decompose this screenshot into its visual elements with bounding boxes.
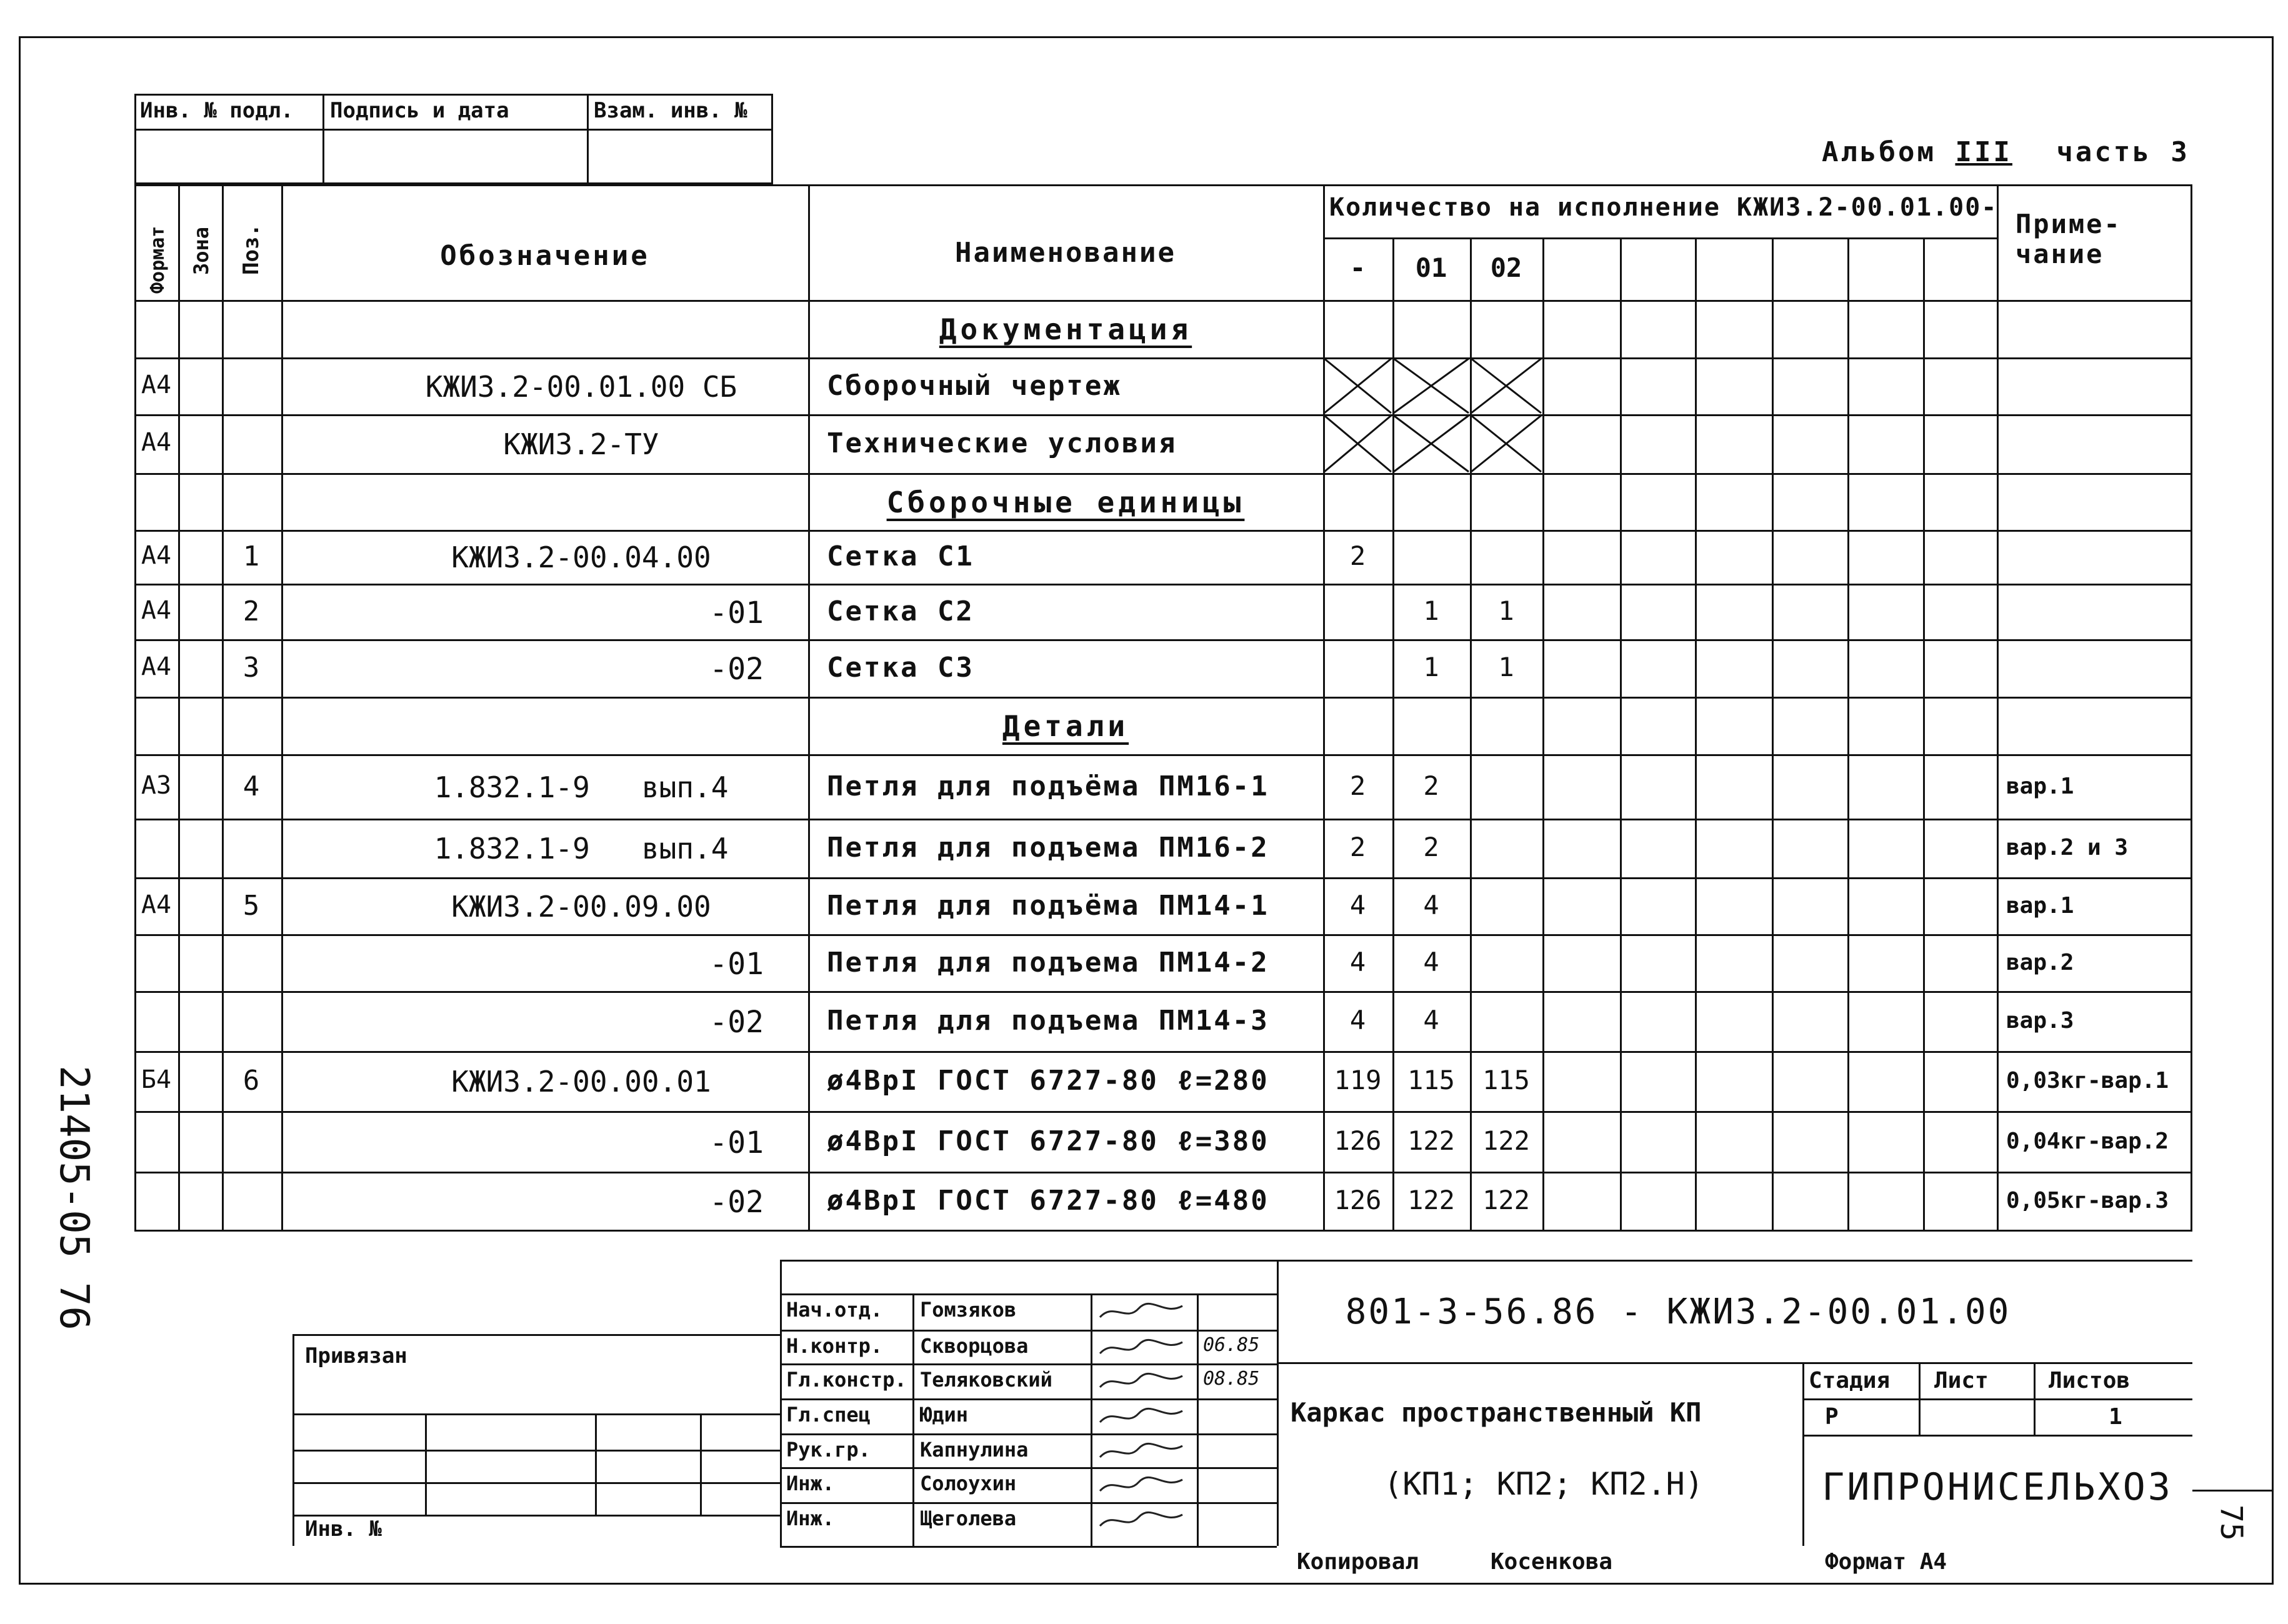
section-heading: Сборочные единицы: [886, 485, 1245, 519]
row-qty-0: 2: [1349, 832, 1366, 862]
stage-value: Р: [1825, 1404, 1839, 1430]
row-position: 3: [242, 652, 260, 684]
row-name: Петля для подъема ПМ14-2: [827, 946, 1269, 979]
row-designation: КЖИ3.2-00.09.00: [451, 889, 711, 924]
row-qty-2: 1: [1498, 595, 1514, 626]
row-qty-0: 4: [1349, 889, 1366, 920]
signer-role: Инж.: [786, 1507, 835, 1530]
col-designation-header: Обозначение: [440, 240, 650, 272]
signer-name: Гомзяков: [920, 1298, 1017, 1322]
row-qty-2: 122: [1482, 1184, 1530, 1215]
sheets-label: Листов: [2049, 1368, 2131, 1393]
row-designation: -01: [709, 595, 764, 630]
qty-col-header-2: 02: [1490, 252, 1522, 283]
signer-name: Скворцова: [920, 1334, 1029, 1358]
row-qty-0: 2: [1349, 541, 1366, 571]
handwritten-signature: [1095, 1402, 1189, 1430]
row-name: Сетка С1: [827, 541, 974, 572]
row-qty-1: 122: [1407, 1184, 1455, 1215]
row-note: вар.2 и 3: [2006, 835, 2129, 860]
row-designation: -01: [709, 946, 764, 982]
row-position: 6: [242, 1065, 260, 1097]
row-format: А4: [141, 595, 172, 625]
row-qty-0: 2: [1349, 770, 1366, 801]
row-note: вар.1: [2006, 773, 2074, 799]
row-qty-1: 1: [1423, 595, 1439, 626]
row-format: А4: [141, 890, 172, 919]
row-qty-2: 122: [1482, 1125, 1530, 1156]
row-designation: -02: [709, 652, 764, 687]
col-pos-header: Поз.: [239, 224, 264, 275]
col-note-header-1: Приме-: [2016, 209, 2122, 239]
qty-col-header-1: 01: [1415, 252, 1447, 283]
signer-name: Щеголева: [920, 1507, 1017, 1530]
handwritten-signature: [1095, 1333, 1189, 1361]
row-qty-0: 4: [1349, 946, 1366, 977]
row-note: 0,03кг-вар.1: [2006, 1068, 2169, 1093]
row-position: 2: [242, 595, 260, 627]
col-zone-header: Зона: [189, 226, 213, 275]
row-designation: -01: [709, 1125, 764, 1160]
col-note-header-2: чание: [2016, 239, 2104, 269]
row-qty-1: 1: [1423, 652, 1439, 682]
handwritten-signature: [1095, 1437, 1189, 1465]
row-qty-1: 4: [1423, 889, 1439, 920]
sign-date-label: Подпись и дата: [330, 98, 509, 123]
row-qty-1: 122: [1407, 1125, 1455, 1156]
row-qty-0: 126: [1334, 1125, 1382, 1156]
sheet-label: Лист: [1934, 1368, 1989, 1393]
section-heading: Документация: [939, 312, 1192, 346]
signer-date: 08.85: [1203, 1368, 1260, 1390]
album-part: часть 3: [2056, 136, 2190, 168]
copied-name: Косенкова: [1491, 1549, 1613, 1575]
handwritten-signature: [1095, 1367, 1189, 1395]
row-qty-2: 115: [1482, 1065, 1530, 1095]
handwritten-signature: [1095, 1506, 1189, 1533]
row-designation: -02: [709, 1184, 764, 1220]
album-number: III: [1955, 136, 2012, 168]
row-designation: -02: [709, 1005, 764, 1040]
signer-date: 06.85: [1203, 1334, 1260, 1356]
row-name: ø4ВрI ГОСТ 6727-80 ℓ=480: [827, 1184, 1269, 1217]
privyazan-label: Привязан: [305, 1343, 407, 1368]
row-designation: 1.832.1-9 вып.4: [434, 770, 729, 804]
row-note: 0,05кг-вар.3: [2006, 1187, 2169, 1213]
row-position: 4: [242, 770, 260, 802]
stage-label: Стадия: [1809, 1368, 1891, 1393]
row-note: вар.2: [2006, 949, 2074, 975]
signer-role: Нач.отд.: [786, 1298, 883, 1322]
title-line2: (КП1; КП2; КП2.Н): [1384, 1466, 1704, 1502]
not-applicable-cross: [1392, 357, 1470, 414]
row-designation: КЖИ3.2-ТУ: [503, 427, 659, 461]
album-label: Альбом III часть 3: [1822, 136, 2190, 168]
row-name: Сборочный чертеж: [827, 369, 1122, 402]
copied-label: Копировал: [1297, 1549, 1419, 1575]
row-position: 1: [242, 541, 260, 572]
row-designation: КЖИ3.2-00.04.00: [451, 541, 711, 574]
row-format: Б4: [141, 1065, 172, 1094]
not-applicable-cross: [1323, 414, 1392, 473]
row-qty-1: 2: [1423, 770, 1439, 801]
row-name: ø4ВрI ГОСТ 6727-80 ℓ=380: [827, 1125, 1269, 1157]
sheets-value: 1: [2109, 1404, 2122, 1430]
row-format: А4: [141, 541, 172, 570]
signer-role: Инж.: [786, 1472, 835, 1495]
row-name: Сетка С3: [827, 652, 974, 684]
col-format-header: Формат: [147, 226, 169, 294]
handwritten-signature: [1095, 1297, 1189, 1325]
document-code: 801-3-56.86 - КЖИ3.2-00.01.00: [1345, 1292, 2011, 1332]
signer-name: Капнулина: [920, 1438, 1029, 1462]
row-qty-1: 4: [1423, 946, 1439, 977]
row-name: Технические условия: [827, 427, 1177, 459]
row-name: Петля для подъема ПМ16-2: [827, 832, 1269, 864]
vzam-inv-label: Взам. инв. №: [594, 98, 747, 123]
organization-name: ГИПРОНИСЕЛЬХОЗ: [1822, 1465, 2173, 1509]
row-name: Петля для подъема ПМ14-3: [827, 1005, 1269, 1037]
row-format: А3: [141, 770, 172, 800]
row-designation: КЖИ3.2-00.01.00 СБ: [425, 369, 737, 404]
side-number: 21405-05 76: [51, 1065, 97, 1330]
signer-role: Гл.спец: [786, 1403, 871, 1427]
row-format: А4: [141, 370, 172, 399]
handwritten-signature: [1095, 1471, 1189, 1498]
row-position: 5: [242, 889, 260, 922]
signer-name: Юдин: [920, 1403, 969, 1427]
col-qty-header: Количество на исполнение КЖИ3.2-00.01.00-: [1329, 193, 1998, 222]
row-designation: КЖИ3.2-00.00.01: [451, 1065, 711, 1098]
signer-name: Теляковский: [920, 1368, 1052, 1392]
not-applicable-cross: [1470, 357, 1542, 414]
row-qty-0: 4: [1349, 1005, 1366, 1035]
page-number: 75: [2214, 1505, 2249, 1541]
inv-podl-label: Инв. № подл.: [140, 98, 294, 123]
row-qty-0: 119: [1334, 1065, 1382, 1095]
row-qty-1: 2: [1423, 832, 1439, 862]
row-name: Петля для подъёма ПМ14-1: [827, 889, 1269, 922]
signer-role: Гл.констр.: [786, 1368, 907, 1392]
row-qty-1: 4: [1423, 1005, 1439, 1035]
qty-col-header-0: -: [1349, 252, 1366, 283]
row-format: А4: [141, 652, 172, 681]
row-qty-1: 115: [1407, 1065, 1455, 1095]
section-heading: Детали: [1002, 709, 1129, 743]
row-note: вар.3: [2006, 1008, 2074, 1034]
title-line1: Каркас пространственный КП: [1291, 1397, 1702, 1428]
format-label: Формат А4: [1825, 1549, 1947, 1575]
row-name: Петля для подъёма ПМ16-1: [827, 770, 1269, 802]
row-note: 0,04кг-вар.2: [2006, 1128, 2169, 1154]
not-applicable-cross: [1323, 357, 1392, 414]
row-designation: 1.832.1-9 вып.4: [434, 832, 729, 865]
row-format: А4: [141, 428, 172, 457]
row-qty-0: 126: [1334, 1184, 1382, 1215]
inv-label: Инв. №: [305, 1517, 382, 1542]
not-applicable-cross: [1392, 414, 1470, 473]
row-note: вар.1: [2006, 892, 2074, 919]
row-qty-2: 1: [1498, 652, 1514, 682]
row-name: Сетка С2: [827, 595, 974, 627]
col-name-header: Наименование: [955, 237, 1176, 269]
signer-role: Н.контр.: [786, 1334, 883, 1358]
row-name: ø4ВрI ГОСТ 6727-80 ℓ=280: [827, 1065, 1269, 1097]
signer-role: Рук.гр.: [786, 1438, 871, 1462]
not-applicable-cross: [1470, 414, 1542, 473]
signer-name: Солоухин: [920, 1472, 1017, 1495]
